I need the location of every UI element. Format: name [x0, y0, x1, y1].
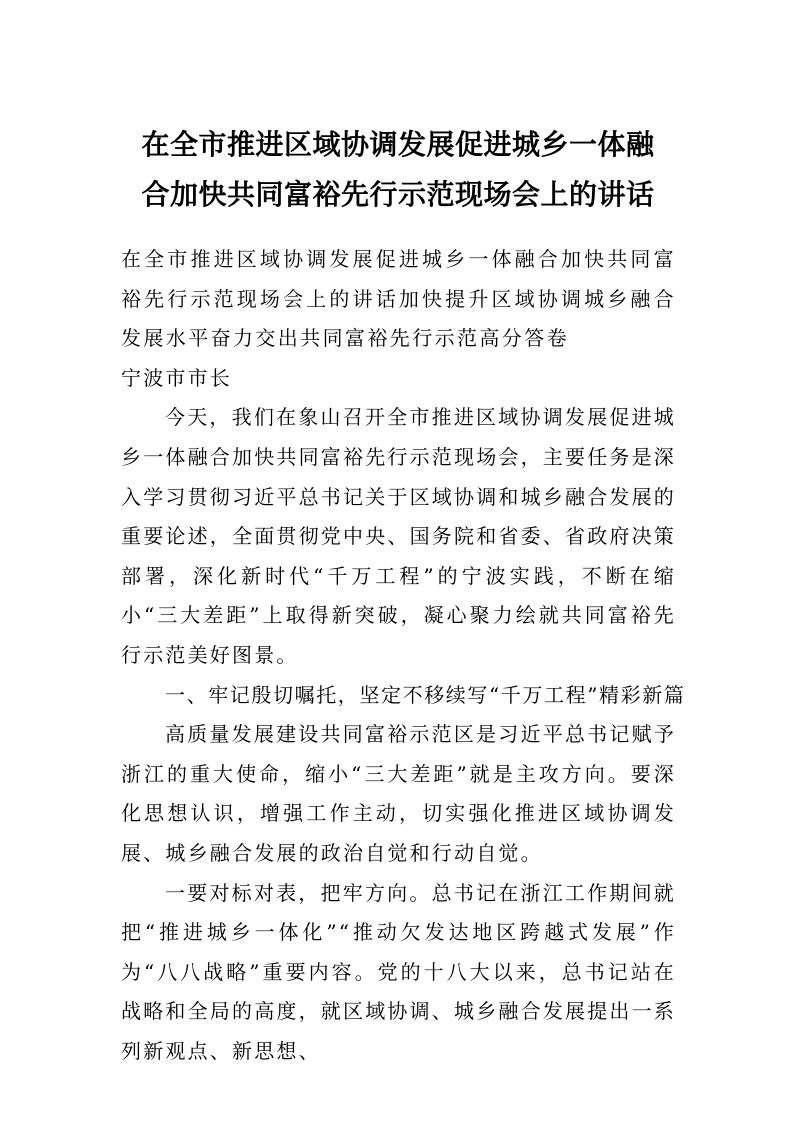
- document-subtitle: 在全市推进区域协调发展促进城乡一体融合加快共同富裕先行示范现场会上的讲话加快提升区域协调城乡融合发展水平奋力交出共同富裕先行示范高分答卷: [121, 247, 676, 351]
- title-line-2: 合加快共同富裕先行示范现场会上的讲话: [141, 178, 655, 211]
- document-title: [118, 120, 678, 220]
- author-line: 宁波市市长: [121, 365, 232, 390]
- paragraph-2: 高质量发展建设共同富裕示范区是习近平总书记赋予浙江的重大使命，缩小“三大差距”就是主攻方向。要深化思想认识，增强工作主动，切实强化推进区域协调发展、城乡融合发展的政治自觉和行动自觉。: [121, 722, 676, 865]
- section-1-heading: 一、牢记殷切嘱托，坚定不移续写“千万工程”精彩新篇: [165, 682, 686, 707]
- paragraph-3: 一要对标对表，把牢方向。总书记在浙江工作期间就把“推进城乡一体化”“推动欠发达地区跨越式发展”作为“八八战略”重要内容。党的十八大以来，总书记站在战略和全局的高度，就区域协调、城乡融合发展提出一系列新观点、新思想、: [121, 880, 676, 1063]
- document-body: [121, 240, 686, 1071]
- title-line-1: 在全市推进区域协调发展促进城乡一体融: [141, 128, 655, 161]
- paragraph-1: 今天，我们在象山召开全市推进区域协调发展促进城乡一体融合加快共同富裕先行示范现场会，主要任务是深入学习贯彻习近平总书记关于区域协调和城乡融合发展的重要论述，全面贯彻党中央、国务院和省委、省政府决策部署，深化新时代“千万工程”的宁波实践，不断在缩小“三大差距”上取得新突破，凝心聚力绘就共同富裕先行示范美好图景。: [121, 405, 676, 667]
